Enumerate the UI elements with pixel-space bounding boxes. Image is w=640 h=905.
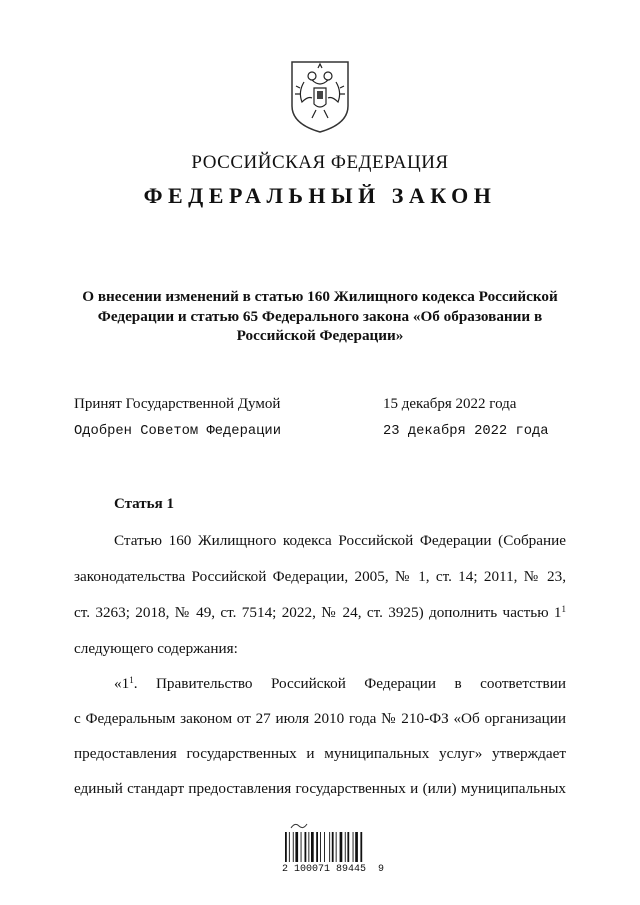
- article-line: с Федеральным законом от 27 июля 2010 года № 210-ФЗ «Об организации: [74, 710, 566, 727]
- superscript: 1: [129, 675, 134, 685]
- approved-by-council-label: Одобрен Советом Федерации: [74, 424, 281, 439]
- article-line: Статью 160 Жилищного кодекса Российской Федерации (Собрание: [114, 532, 566, 549]
- article-line: следующего содержания:: [74, 640, 238, 657]
- approved-by-council-date: 23 декабря 2022 года: [383, 424, 549, 439]
- article-line-text: . Правительство Российской Федерации в соответствии: [133, 675, 566, 692]
- coat-of-arms-icon: [288, 58, 352, 134]
- adopted-by-duma-date: 15 декабря 2022 года: [383, 396, 517, 412]
- adopted-by-duma-label: Принят Государственной Думой: [74, 396, 281, 412]
- quote-start: «1: [114, 675, 130, 692]
- article-line-text: ст. 3263; 2018, № 49, ст. 7514; 2022, № 24, ст. 3925) дополнить частью 1: [74, 604, 562, 621]
- article-line: единый стандарт предоставления государственных и (или) муниципальных: [74, 780, 566, 797]
- barcode-number: 2 100071 89445 9: [282, 864, 385, 875]
- article-line: [114, 674, 566, 694]
- superscript: 1: [561, 604, 566, 614]
- article-line: законодательства Российской Федерации, 2005, № 1, ст. 14; 2011, № 23,: [74, 568, 566, 585]
- article-line: предоставления государственных и муниципальных услуг» утверждает: [74, 745, 566, 762]
- article-heading: Статья 1: [114, 496, 174, 512]
- country-name: РОССИЙСКАЯ ФЕДЕРАЦИЯ: [191, 152, 449, 173]
- law-type: ФЕДЕРАЛЬНЫЙ ЗАКОН: [143, 183, 497, 208]
- article-line: [74, 603, 566, 623]
- law-title: О внесении изменений в статью 160 Жилищного кодекса Российской Федерации и статью 65 Федерального закона «Об образовании в Российской Федерации»: [82, 288, 558, 344]
